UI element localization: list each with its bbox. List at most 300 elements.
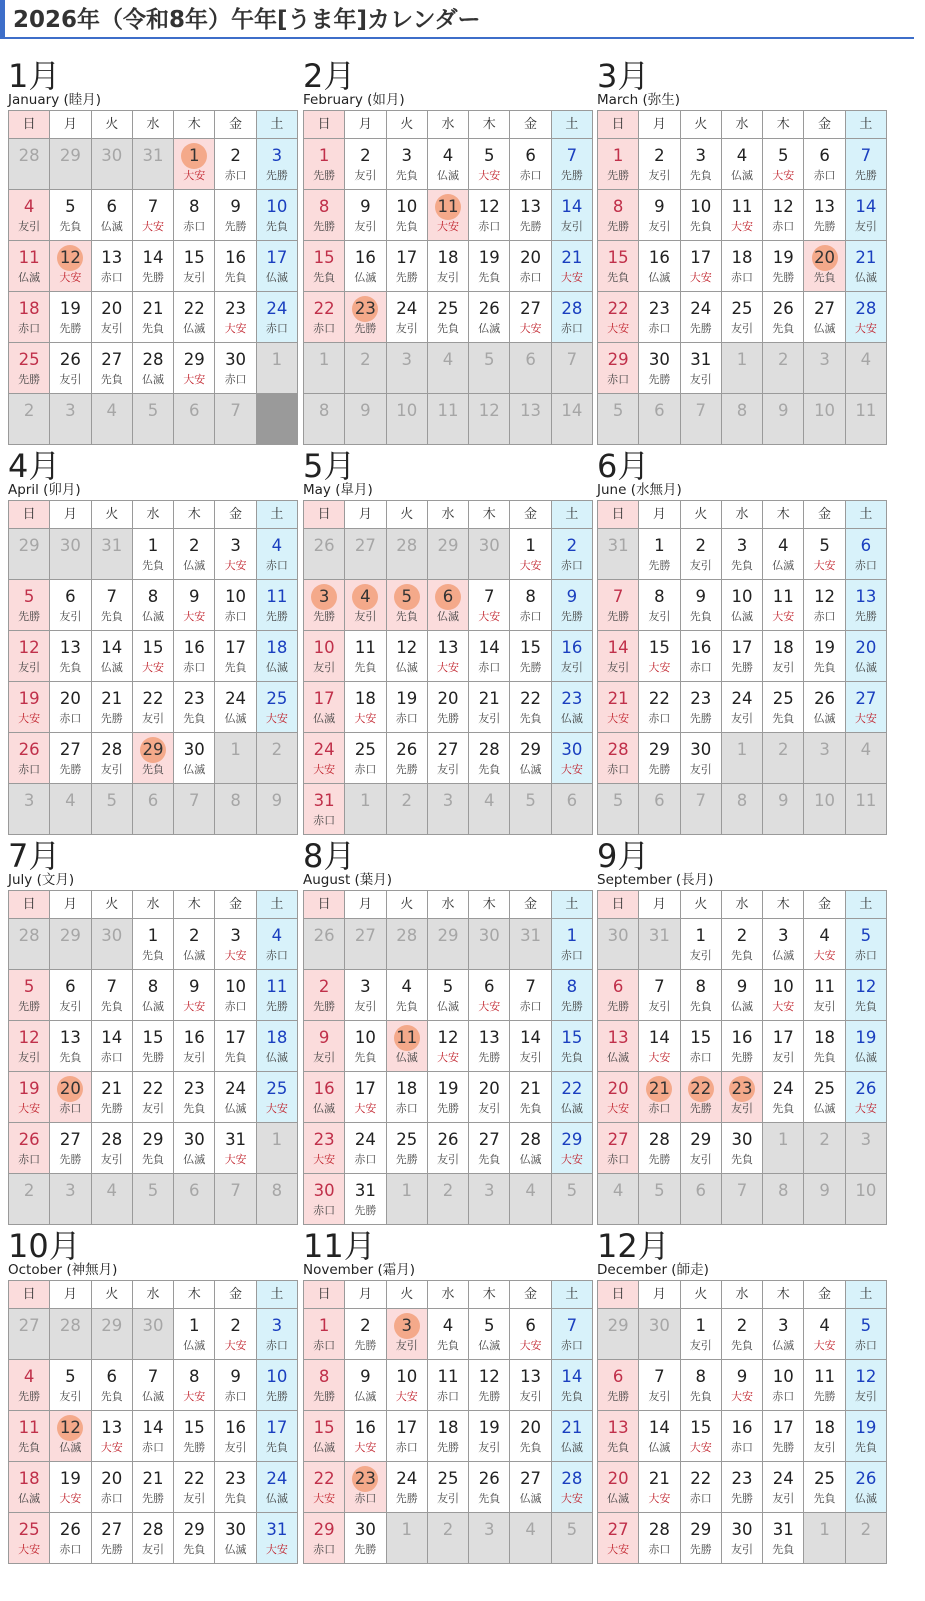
day-number: 30 [607,926,629,945]
day-cell [215,529,255,579]
rokuyo-label: 赤口 [519,1000,542,1013]
rokuyo-label: 大安 [560,271,583,284]
day-number: 25 [18,350,40,369]
rokuyo-label: 先負 [478,271,501,284]
day-number: 8 [654,587,665,606]
day-cell [763,580,803,630]
day-number: 19 [478,1418,500,1437]
day-number: 10 [814,401,836,420]
day-number: 26 [59,1520,81,1539]
day-number: 3 [819,740,830,759]
month-header [303,58,593,110]
day-number: 26 [59,350,81,369]
rokuyo-label: 赤口 [354,1153,377,1166]
rokuyo-label: 先勝 [100,1102,123,1115]
day-number: 14 [520,1028,542,1047]
adjacent-month-day-cell [763,394,803,444]
day-number: 11 [18,1418,40,1437]
day-cell [215,682,255,732]
day-number: 26 [18,1130,40,1149]
adjacent-month-day-cell [598,1174,638,1224]
day-number: 16 [225,1418,247,1437]
day-number: 29 [101,1316,123,1335]
day-number: 11 [855,401,877,420]
day-cell [722,139,762,189]
day-number: 8 [318,401,330,420]
day-cell [133,970,173,1020]
day-cell [846,529,886,579]
day-cell [552,631,592,681]
day-number: 5 [612,791,624,810]
day-number: 13 [814,197,836,216]
day-number: 4 [525,1181,536,1200]
day-number: 11 [731,197,753,216]
rokuyo-label: 大安 [607,322,630,335]
day-number: 6 [525,350,536,369]
weekday-header: 火 [92,111,132,138]
day-number: 6 [654,401,665,420]
rokuyo-label: 友引 [100,322,123,335]
day-number: 5 [566,1181,578,1200]
day-cell [804,1411,844,1461]
month-grid [597,500,887,835]
day-cell [510,292,550,342]
day-cell [510,190,550,240]
day-cell [681,1021,721,1071]
day-number: 29 [59,926,81,945]
rokuyo-label: 大安 [436,661,459,674]
day-number: 15 [690,1028,712,1047]
rokuyo-label: 仏滅 [772,949,795,962]
day-number: 18 [731,248,753,267]
day-number: 4 [612,1181,624,1200]
day-cell [722,682,762,732]
adjacent-month-day-cell [387,394,427,444]
day-cell [257,1360,297,1410]
day-number: 26 [478,1469,500,1488]
rokuyo-label: 先負 [854,1441,877,1454]
day-cell [133,343,173,393]
day-cell [639,580,679,630]
day-cell [92,1513,132,1563]
day-cell [215,631,255,681]
rokuyo-label: 先負 [730,559,753,572]
day-number: 5 [612,401,624,420]
day-number: 16 [183,1028,205,1047]
weekday-header: 月 [639,111,679,138]
day-number: 18 [18,1469,40,1488]
day-number: 16 [561,638,583,657]
rokuyo-label: 先勝 [607,1390,630,1403]
day-number: 14 [607,638,629,657]
rokuyo-label: 先負 [813,661,836,674]
adjacent-month-day-cell [133,1174,173,1224]
day-number: 17 [396,248,418,267]
day-cell [257,1462,297,1512]
day-cell [469,139,509,189]
day-cell [215,292,255,342]
rokuyo-label: 先負 [141,763,164,776]
day-number: 18 [266,638,288,657]
weekday-header: 土 [552,501,592,528]
rokuyo-label: 仏滅 [607,1492,630,1505]
day-number: 2 [442,1181,454,1200]
day-number: 29 [690,1130,712,1149]
rokuyo-label: 先勝 [689,1102,712,1115]
day-number: 30 [478,536,500,555]
adjacent-month-day-cell [804,1123,844,1173]
day-cell [681,631,721,681]
day-cell [257,1309,297,1359]
adjacent-month-day-cell [763,343,803,393]
weekday-header: 日 [304,111,344,138]
rokuyo-label: 先負 [607,1441,630,1454]
day-number: 3 [778,926,789,945]
day-cell [552,919,592,969]
rokuyo-label: 大安 [519,1339,542,1352]
day-cell [804,292,844,342]
day-cell [92,1411,132,1461]
day-number: 18 [814,1418,836,1437]
rokuyo-label: 大安 [730,220,753,233]
day-number: 3 [230,536,241,555]
rokuyo-label: 先負 [183,1102,206,1115]
day-cell [215,1021,255,1071]
rokuyo-label: 友引 [648,220,671,233]
day-cell [387,1123,427,1173]
day-cell [510,1360,550,1410]
month-name: 7月 [8,837,61,875]
day-cell [552,1072,592,1122]
rokuyo-label: 先負 [519,1441,542,1454]
day-cell [345,241,385,291]
rokuyo-label: 仏滅 [183,1339,206,1352]
day-number: 6 [612,1367,624,1386]
weekday-header: 土 [552,891,592,918]
rokuyo-label: 大安 [265,1102,288,1115]
day-cell [552,580,592,630]
day-cell [9,682,49,732]
day-cell [846,919,886,969]
day-number: 24 [396,299,418,318]
weekday-header: 月 [345,1281,385,1308]
rokuyo-label: 先勝 [648,373,671,386]
day-cell [510,631,550,681]
day-number: 30 [225,350,247,369]
day-number: 6 [147,791,159,810]
day-cell [763,1021,803,1071]
adjacent-month-day-cell [428,529,468,579]
weekday-header: 水 [133,501,173,528]
day-number: 31 [520,926,542,945]
rokuyo-label: 先勝 [265,1000,288,1013]
day-number: 2 [736,926,748,945]
month-subtitle: September (長月) [597,872,714,888]
day-number: 10 [225,587,247,606]
day-cell [510,1411,550,1461]
rokuyo-label: 仏滅 [607,1051,630,1064]
day-number: 3 [230,926,241,945]
month-grid [8,890,298,1225]
rokuyo-label: 先負 [478,763,501,776]
day-number: 18 [437,1418,459,1437]
weekday-header: 土 [846,111,886,138]
day-number: 7 [525,977,536,996]
rokuyo-label: 仏滅 [395,1051,418,1064]
day-number: 2 [566,536,578,555]
day-cell [133,190,173,240]
rokuyo-label: 先負 [183,1543,206,1556]
day-number: 7 [736,1181,748,1200]
rokuyo-label: 先勝 [313,169,336,182]
rokuyo-label: 赤口 [519,610,542,623]
day-cell [846,1411,886,1461]
day-number: 3 [271,146,283,165]
rokuyo-label: 大安 [141,220,164,233]
day-cell [804,1021,844,1071]
rokuyo-label: 大安 [224,1339,247,1352]
weekday-header: 木 [174,891,214,918]
month-header [597,838,887,890]
rokuyo-label: 赤口 [183,220,206,233]
weekday-header: 火 [681,501,721,528]
day-cell [639,1513,679,1563]
day-number: 10 [690,197,712,216]
day-number: 19 [396,689,418,708]
weekday-header: 木 [174,1281,214,1308]
adjacent-month-day-cell [304,919,344,969]
day-number: 4 [352,584,378,610]
day-number: 23 [313,1130,335,1149]
day-cell [133,1411,173,1461]
day-cell [92,631,132,681]
day-number: 30 [101,926,123,945]
day-cell [92,1123,132,1173]
adjacent-month-day-cell [9,784,49,834]
day-number: 26 [313,536,335,555]
weekday-header: 土 [552,1281,592,1308]
rokuyo-label: 先勝 [313,1390,336,1403]
day-number: 21 [648,1469,670,1488]
day-number: 19 [772,248,794,267]
rokuyo-label: 先勝 [395,271,418,284]
day-cell [257,139,297,189]
day-number: 14 [561,1367,583,1386]
day-number: 12 [18,1028,40,1047]
rokuyo-label: 仏滅 [100,661,123,674]
day-number: 10 [354,1028,376,1047]
day-cell [174,292,214,342]
rokuyo-label: 友引 [478,1441,501,1454]
day-number: 4 [860,740,872,759]
day-number: 2 [230,146,241,165]
day-number: 23 [225,1469,247,1488]
day-number: 5 [442,977,454,996]
adjacent-month-day-cell [681,784,721,834]
day-cell [552,1123,592,1173]
adjacent-month-day-cell [846,1513,886,1563]
day-cell [510,1021,550,1071]
day-number: 14 [142,1418,164,1437]
day-number: 29 [183,1520,205,1539]
rokuyo-label: 友引 [519,1051,542,1064]
month-calendar [303,1228,593,1564]
adjacent-month-day-cell [9,394,49,444]
day-cell [257,580,297,630]
adjacent-month-day-cell [552,1513,592,1563]
day-number: 29 [183,350,205,369]
rokuyo-label: 先負 [689,220,712,233]
adjacent-month-day-cell [510,1174,550,1224]
day-number: 25 [437,299,459,318]
day-cell [345,1360,385,1410]
adjacent-month-day-cell [469,529,509,579]
rokuyo-label: 先負 [772,1543,795,1556]
day-number: 27 [18,1316,40,1335]
adjacent-month-day-cell [722,784,762,834]
day-number: 31 [648,926,670,945]
rokuyo-label: 先勝 [265,1390,288,1403]
day-number: 30 [648,1316,670,1335]
adjacent-month-day-cell [510,394,550,444]
day-cell [510,1123,550,1173]
day-cell [639,529,679,579]
rokuyo-label: 大安 [519,559,542,572]
day-number: 2 [819,1130,830,1149]
day-number: 14 [561,401,583,420]
day-number: 28 [561,1469,583,1488]
day-cell [846,1072,886,1122]
rokuyo-label: 仏滅 [141,1390,164,1403]
rokuyo-label: 先負 [813,1051,836,1064]
day-number: 16 [731,1028,753,1047]
month-calendar [597,448,887,835]
adjacent-month-day-cell [304,529,344,579]
day-cell [9,1513,49,1563]
day-cell [552,1021,592,1071]
day-cell [387,1360,427,1410]
rokuyo-label: 仏滅 [854,1051,877,1064]
rokuyo-label: 大安 [813,949,836,962]
weekday-header: 金 [215,1281,255,1308]
day-number: 26 [313,926,335,945]
day-cell [552,139,592,189]
day-cell [9,292,49,342]
day-number: 9 [271,791,283,810]
day-number: 3 [360,977,371,996]
month-calendar [597,1228,887,1564]
day-number: 1 [401,1520,412,1539]
day-number: 2 [318,977,330,996]
day-number: 11 [814,977,836,996]
holiday-day-cell [387,1309,427,1359]
day-cell [9,970,49,1020]
day-number: 29 [142,1130,164,1149]
adjacent-month-day-cell [304,394,344,444]
day-number: 6 [525,146,536,165]
month-subtitle: November (霜月) [303,1262,416,1278]
day-number: 26 [814,689,836,708]
rokuyo-label: 仏滅 [224,1543,247,1556]
adjacent-month-day-cell [174,394,214,444]
day-cell [510,970,550,1020]
day-cell [174,190,214,240]
day-number: 2 [230,1316,241,1335]
rokuyo-label: 大安 [224,949,247,962]
day-cell [846,1021,886,1071]
day-cell [133,919,173,969]
day-cell [639,343,679,393]
day-number: 10 [266,197,288,216]
adjacent-month-day-cell [387,529,427,579]
rokuyo-label: 赤口 [395,1102,418,1115]
month-grid [597,890,887,1225]
adjacent-month-day-cell [387,784,427,834]
day-cell [763,970,803,1020]
month-grid [303,500,593,835]
weekday-header: 火 [681,111,721,138]
day-number: 2 [778,350,789,369]
day-number: 28 [18,146,40,165]
adjacent-month-day-cell [846,1174,886,1224]
holiday-day-cell [174,139,214,189]
day-cell [9,733,49,783]
weekday-header: 火 [92,891,132,918]
day-number: 20 [59,689,81,708]
day-number: 5 [106,791,117,810]
rokuyo-label: 先勝 [730,1051,753,1064]
day-cell [257,292,297,342]
rokuyo-label: 友引 [141,1102,164,1115]
day-cell [681,733,721,783]
weekday-header: 水 [428,891,468,918]
rokuyo-label: 赤口 [648,322,671,335]
day-number: 25 [396,1130,418,1149]
day-number: 4 [442,1316,454,1335]
rokuyo-label: 先勝 [100,1543,123,1556]
rokuyo-label: 大安 [607,1102,630,1115]
day-number: 6 [566,791,578,810]
rokuyo-label: 大安 [560,1153,583,1166]
day-number: 16 [313,1079,335,1098]
day-number: 21 [855,248,877,267]
rokuyo-label: 大安 [395,1390,418,1403]
weekday-header: 日 [304,501,344,528]
day-cell [345,1309,385,1359]
day-number: 10 [396,197,418,216]
day-cell [804,631,844,681]
day-number: 5 [566,1520,578,1539]
adjacent-month-day-cell [133,139,173,189]
rokuyo-label: 先負 [141,322,164,335]
adjacent-month-day-cell [9,1309,49,1359]
day-number: 10 [266,1367,288,1386]
day-number: 13 [437,638,459,657]
rokuyo-label: 仏滅 [265,271,288,284]
adjacent-month-day-cell [50,529,90,579]
weekday-header: 火 [387,501,427,528]
day-cell [763,1072,803,1122]
day-number: 23 [225,299,247,318]
rokuyo-label: 仏滅 [560,1102,583,1115]
day-number: 12 [396,638,418,657]
day-cell [215,919,255,969]
day-cell [639,1123,679,1173]
day-cell [9,190,49,240]
rokuyo-label: 赤口 [607,763,630,776]
day-cell [681,1360,721,1410]
rokuyo-label: 仏滅 [730,610,753,623]
